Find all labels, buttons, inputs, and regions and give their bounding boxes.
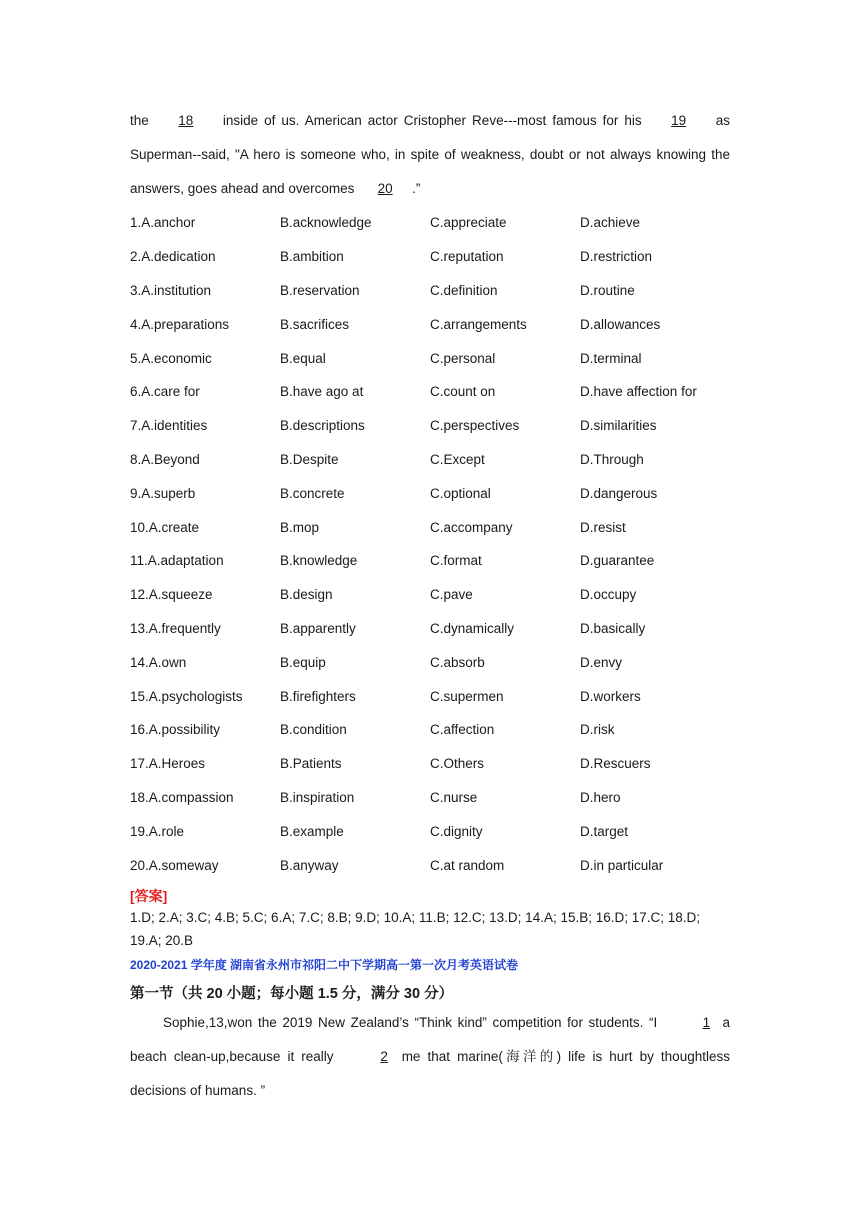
- option-a: 4.A.preparations: [130, 316, 230, 332]
- option-b: B.reservation: [280, 282, 360, 298]
- option-b: B.sacrifices: [280, 316, 350, 332]
- option-d: D.similarities: [580, 418, 657, 434]
- option-a: 10.A.create: [130, 519, 200, 535]
- option-c: C.pave: [430, 587, 473, 603]
- option-b: B.mop: [280, 519, 320, 535]
- option-d: D.in particular: [580, 857, 664, 873]
- option-b: B.equal: [280, 350, 326, 366]
- option-c: C.optional: [430, 485, 491, 501]
- option-d: D.Rescuers: [580, 756, 651, 772]
- option-b: B.Despite: [280, 451, 339, 467]
- option-d: D.hero: [580, 789, 621, 805]
- option-a: 1.A.anchor: [130, 215, 196, 231]
- option-c: C.at random: [430, 857, 505, 873]
- option-b: B.Patients: [280, 756, 342, 772]
- option-row: [130, 341, 730, 375]
- option-b: B.acknowledge: [280, 215, 372, 231]
- chinese-gloss: 海洋的: [502, 1048, 557, 1065]
- option-a: 16.A.possibility: [130, 722, 221, 738]
- option-d: D.workers: [580, 688, 641, 704]
- option-row: [130, 612, 730, 646]
- option-row: [130, 578, 730, 612]
- option-row: [130, 206, 730, 240]
- option-c: C.Except: [430, 451, 485, 467]
- option-row: [130, 848, 730, 882]
- option-a: 13.A.frequently: [130, 620, 221, 636]
- option-c: C.affection: [430, 722, 495, 738]
- blank-1: 1: [702, 1014, 711, 1030]
- option-b: B.firefighters: [280, 688, 356, 704]
- option-d: D.guarantee: [580, 553, 655, 569]
- passage-text: .”: [412, 181, 421, 196]
- option-c: C.supermen: [430, 688, 504, 704]
- option-b: B.apparently: [280, 620, 356, 636]
- option-a: 18.A.compassion: [130, 789, 234, 805]
- option-row: [130, 443, 730, 477]
- option-a: 5.A.economic: [130, 350, 212, 366]
- option-row: [130, 375, 730, 409]
- option-a: 19.A.role: [130, 823, 185, 839]
- option-b: B.equip: [280, 654, 326, 670]
- passage-text: as Superman--said, "A hero is someone who, in spite of weakness, doubt or not always knowing the answers, goes ahead and overcomes: [130, 113, 730, 196]
- answer-label: [答案]: [130, 887, 168, 904]
- passage-text: Sophie,13,won the 2019 New Zealand’s “Think kind” competition for students. “I: [163, 1014, 658, 1030]
- section-heading: 第一节（共 20 小题；每小题 1.5 分，满分 30 分）: [130, 985, 454, 1002]
- options-list: [130, 206, 730, 882]
- passage-ending: [130, 104, 730, 206]
- option-b: B.knowledge: [280, 553, 358, 569]
- option-d: D.basically: [580, 620, 646, 636]
- option-d: D.target: [580, 823, 629, 839]
- option-d: D.dangerous: [580, 485, 658, 501]
- option-c: C.appreciate: [430, 215, 507, 231]
- option-c: C.absorb: [430, 654, 485, 670]
- option-b: B.ambition: [280, 249, 344, 265]
- option-c: C.format: [430, 553, 482, 569]
- option-a: 2.A.dedication: [130, 249, 216, 265]
- passage-text: a beach clean-up,because it really: [130, 1014, 730, 1064]
- option-d: D.allowances: [580, 316, 661, 332]
- option-d: D.occupy: [580, 587, 637, 603]
- option-b: B.anyway: [280, 857, 339, 873]
- option-d: D.have affection for: [580, 384, 697, 400]
- option-row: [130, 307, 730, 341]
- option-b: B.descriptions: [280, 418, 365, 434]
- source-title: 2020-2021 学年度 湖南省永州市祁阳二中下学期高一第一次月考英语试卷: [130, 957, 519, 972]
- option-d: D.resist: [580, 519, 626, 535]
- option-d: D.routine: [580, 282, 635, 298]
- option-d: D.terminal: [580, 350, 642, 366]
- option-row: [130, 645, 730, 679]
- option-c: C.personal: [430, 350, 496, 366]
- option-c: C.accompany: [430, 519, 513, 535]
- blank-2: 2: [380, 1048, 388, 1064]
- option-row: [130, 274, 730, 308]
- answer-text: 1.D; 2.A; 3.C; 4.B; 5.C; 6.A; 7.C; 8.B; 9.D; 10.A; 11.B; 12.C; 13.D; 14.A; 15.B; 16.D; 17.C; 18.D; 19.A; 20.B: [130, 909, 701, 948]
- passage-text: inside of us. American actor Cristopher Reve---most famous for his: [222, 113, 642, 128]
- option-c: C.dynamically: [430, 620, 515, 636]
- option-a: 3.A.institution: [130, 282, 212, 298]
- option-c: C.Others: [430, 756, 485, 772]
- option-a: 17.A.Heroes: [130, 756, 206, 772]
- option-a: 6.A.care for: [130, 384, 200, 400]
- option-c: C.definition: [430, 282, 498, 298]
- option-c: C.dignity: [430, 823, 483, 839]
- option-a: 14.A.own: [130, 654, 187, 670]
- option-b: B.inspiration: [280, 789, 355, 805]
- option-row: [130, 713, 730, 747]
- option-b: B.concrete: [280, 485, 345, 501]
- passage-text: me that marine(: [401, 1048, 503, 1064]
- option-d: D.envy: [580, 654, 623, 670]
- option-b: B.have ago at: [280, 384, 364, 400]
- option-b: B.example: [280, 823, 344, 839]
- option-c: C.perspectives: [430, 418, 520, 434]
- option-b: B.condition: [280, 722, 347, 738]
- option-a: 12.A.squeeze: [130, 587, 213, 603]
- option-row: [130, 814, 730, 848]
- option-row: [130, 679, 730, 713]
- option-c: C.count on: [430, 384, 496, 400]
- document-content: [130, 104, 730, 1108]
- option-a: 11.A.adaptation: [130, 553, 224, 569]
- option-a: 8.A.Beyond: [130, 451, 200, 467]
- passage-text: ) life is hurt by thoughtless decisions of humans. ”: [130, 1048, 730, 1098]
- option-d: D.Through: [580, 451, 644, 467]
- option-a: 7.A.identities: [130, 418, 208, 434]
- option-a: 15.A.psychologists: [130, 688, 243, 704]
- option-c: C.arrangements: [430, 316, 527, 332]
- option-d: D.restriction: [580, 249, 653, 265]
- option-row: [130, 409, 730, 443]
- blank-18: 18: [178, 113, 194, 128]
- blank-19: 19: [671, 113, 687, 128]
- option-c: C.nurse: [430, 789, 478, 805]
- option-row: [130, 781, 730, 815]
- new-passage: [130, 1006, 730, 1108]
- option-b: B.design: [280, 587, 333, 603]
- option-row: [130, 544, 730, 578]
- option-row: [130, 476, 730, 510]
- option-a: 20.A.someway: [130, 857, 219, 873]
- blank-20: 20: [377, 181, 393, 196]
- option-row: [130, 240, 730, 274]
- option-c: C.reputation: [430, 249, 504, 265]
- passage-text: the: [130, 113, 149, 128]
- option-d: D.achieve: [580, 215, 641, 231]
- option-a: 9.A.superb: [130, 485, 196, 501]
- option-row: [130, 510, 730, 544]
- option-d: D.risk: [580, 722, 615, 738]
- option-row: [130, 747, 730, 781]
